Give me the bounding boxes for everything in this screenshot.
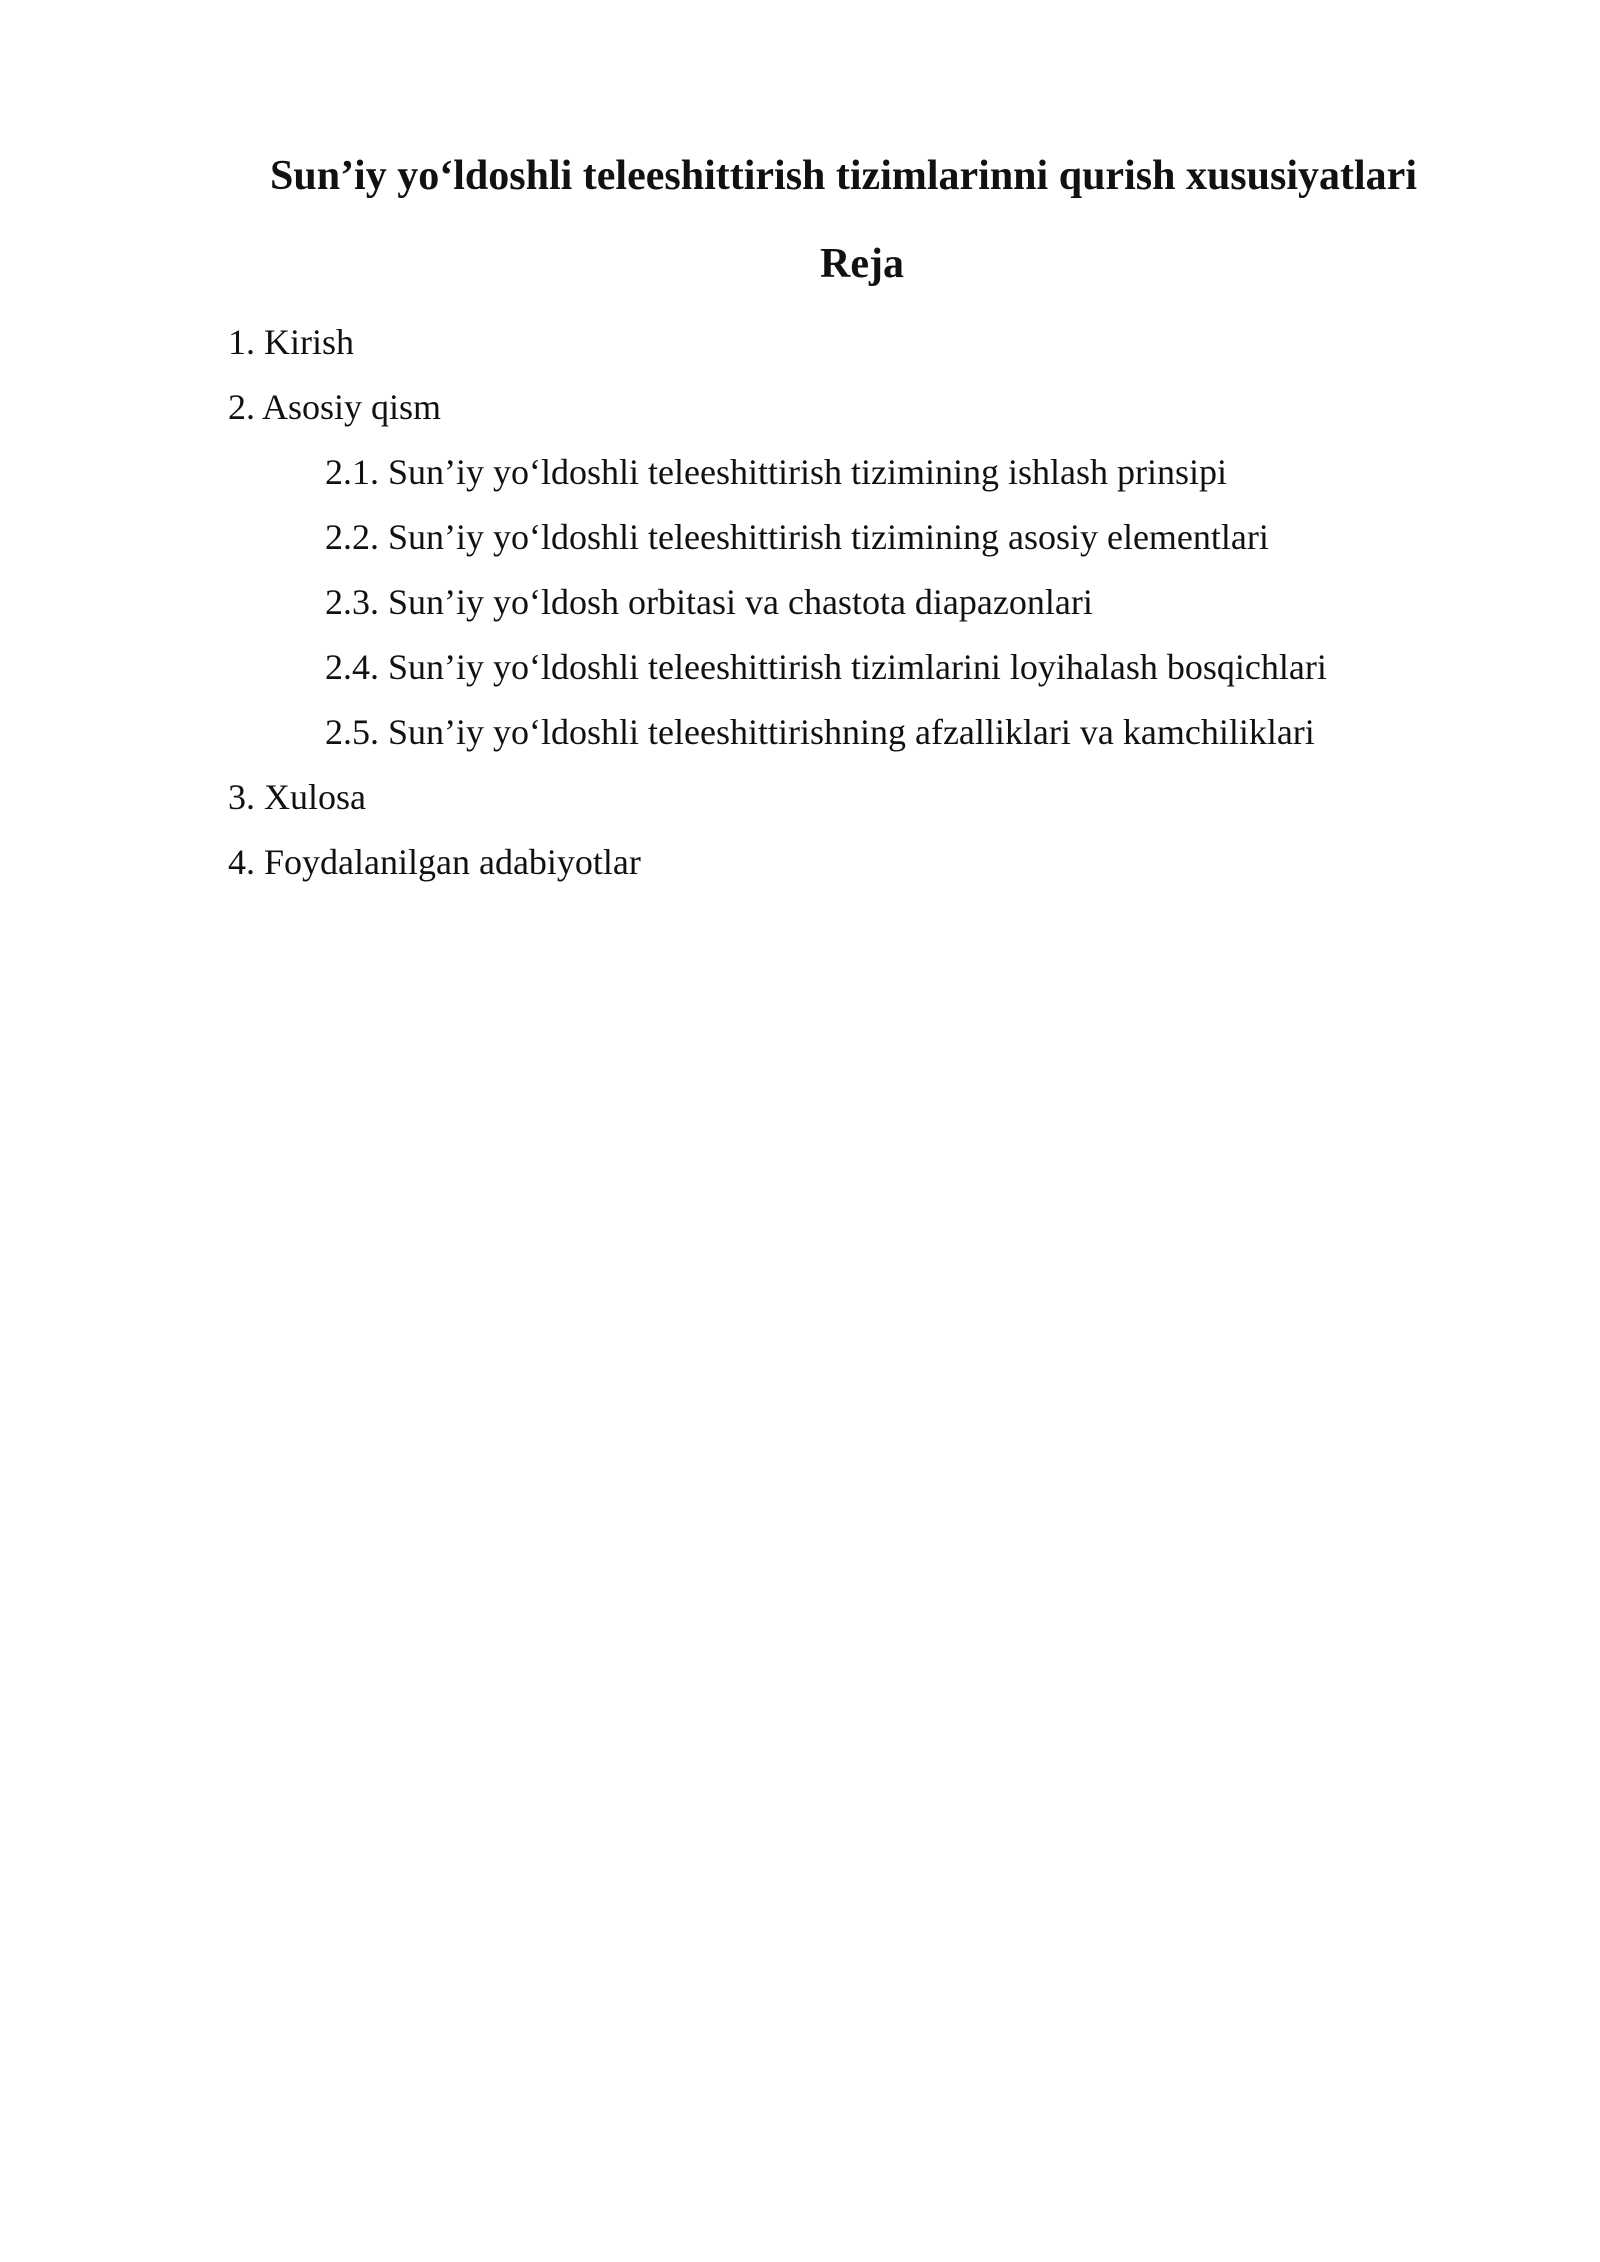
plan-subitem-2-5: 2.5. Sun’iy yo‘ldoshli teleeshittirishning afzalliklari va kamchiliklari [325, 712, 1315, 752]
plan-subitem-2-4: 2.4. Sun’iy yo‘ldoshli teleeshittirish tizimlarini loyihalash bosqichlari [325, 647, 1327, 687]
plan-subitem-2-1: 2.1. Sun’iy yo‘ldoshli teleeshittirish tizimining ishlash prinsipi [325, 452, 1227, 492]
plan-list [228, 310, 1327, 895]
plan-item-asosiy-qism: 2. Asosiy qism [228, 387, 442, 427]
plan-item-kirish: 1. Kirish [228, 322, 354, 362]
plan-subitem-2-3: 2.3. Sun’iy yo‘ldosh orbitasi va chastota diapazonlari [325, 582, 1093, 622]
document-title: Sun’iy yo‘ldoshli teleeshittirish tizimlarinni qurish xususiyatlari [270, 153, 1417, 199]
plan-item-adabiyotlar: 4. Foydalanilgan adabiyotlar [228, 842, 641, 882]
plan-item-xulosa: 3. Xulosa [228, 777, 366, 817]
plan-subitem-2-2: 2.2. Sun’iy yo‘ldoshli teleeshittirish tizimining asosiy elementlari [325, 517, 1269, 557]
plan-heading: Reja [820, 241, 904, 287]
